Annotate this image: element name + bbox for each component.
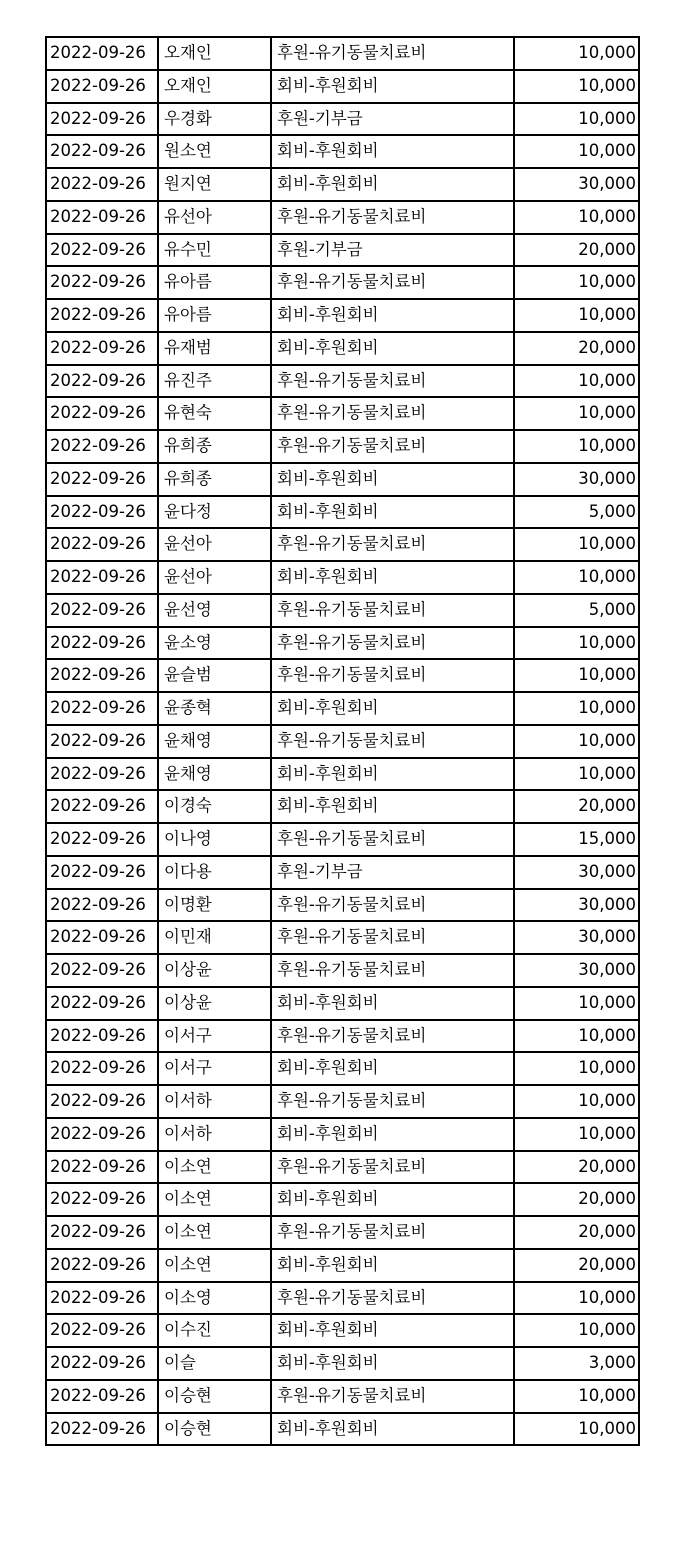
amount-cell: 10,000 — [514, 659, 639, 692]
table-row — [46, 823, 639, 856]
table-row — [46, 299, 639, 332]
category-cell: 후원-유기동물치료비 — [271, 823, 514, 856]
donor-name-cell: 이소연 — [158, 1183, 271, 1216]
date-cell: 2022-09-26 — [46, 397, 158, 430]
amount-cell: 30,000 — [514, 168, 639, 201]
amount-cell: 5,000 — [514, 594, 639, 627]
table-row — [46, 987, 639, 1020]
donor-name-cell: 이서구 — [158, 1020, 271, 1053]
category-cell: 후원-유기동물치료비 — [271, 1282, 514, 1315]
date-cell: 2022-09-26 — [46, 594, 158, 627]
donor-name-cell: 이다용 — [158, 856, 271, 889]
category-cell: 회비-후원회비 — [271, 1118, 514, 1151]
date-cell: 2022-09-26 — [46, 856, 158, 889]
table-row — [46, 1020, 639, 1053]
donor-name-cell: 유희종 — [158, 430, 271, 463]
category-cell: 후원-유기동물치료비 — [271, 627, 514, 660]
table-row — [46, 856, 639, 889]
amount-cell: 10,000 — [514, 103, 639, 136]
table-row — [46, 790, 639, 823]
date-cell: 2022-09-26 — [46, 758, 158, 791]
table-row — [46, 1118, 639, 1151]
amount-cell: 10,000 — [514, 561, 639, 594]
date-cell: 2022-09-26 — [46, 1085, 158, 1118]
amount-cell: 10,000 — [514, 70, 639, 103]
donor-name-cell: 윤슬범 — [158, 659, 271, 692]
table-row — [46, 135, 639, 168]
amount-cell: 30,000 — [514, 921, 639, 954]
table-row — [46, 1347, 639, 1380]
table-row — [46, 1216, 639, 1249]
table-row — [46, 37, 639, 70]
date-cell: 2022-09-26 — [46, 70, 158, 103]
category-cell: 회비-후원회비 — [271, 496, 514, 529]
date-cell: 2022-09-26 — [46, 463, 158, 496]
category-cell: 후원-유기동물치료비 — [271, 594, 514, 627]
donor-name-cell: 이서하 — [158, 1118, 271, 1151]
donor-name-cell: 원소연 — [158, 135, 271, 168]
category-cell: 후원-유기동물치료비 — [271, 528, 514, 561]
table-row — [46, 954, 639, 987]
category-cell: 후원-기부금 — [271, 234, 514, 267]
date-cell: 2022-09-26 — [46, 1249, 158, 1282]
table-row — [46, 921, 639, 954]
amount-cell: 10,000 — [514, 365, 639, 398]
table-row — [46, 463, 639, 496]
amount-cell: 30,000 — [514, 856, 639, 889]
donor-name-cell: 이경숙 — [158, 790, 271, 823]
category-cell: 후원-기부금 — [271, 103, 514, 136]
amount-cell: 5,000 — [514, 496, 639, 529]
category-cell: 후원-유기동물치료비 — [271, 1216, 514, 1249]
date-cell: 2022-09-26 — [46, 823, 158, 856]
donor-name-cell: 윤선영 — [158, 594, 271, 627]
amount-cell: 10,000 — [514, 37, 639, 70]
amount-cell: 20,000 — [514, 790, 639, 823]
category-cell: 후원-유기동물치료비 — [271, 1151, 514, 1184]
table-row — [46, 201, 639, 234]
amount-cell: 10,000 — [514, 692, 639, 725]
donor-name-cell: 유아름 — [158, 266, 271, 299]
amount-cell: 20,000 — [514, 1151, 639, 1184]
category-cell: 후원-유기동물치료비 — [271, 397, 514, 430]
amount-cell: 10,000 — [514, 135, 639, 168]
amount-cell: 10,000 — [514, 1020, 639, 1053]
amount-cell: 3,000 — [514, 1347, 639, 1380]
donor-name-cell: 이소연 — [158, 1151, 271, 1184]
amount-cell: 10,000 — [514, 1380, 639, 1413]
amount-cell: 10,000 — [514, 1413, 639, 1446]
donor-name-cell: 유선아 — [158, 201, 271, 234]
table-row — [46, 627, 639, 660]
amount-cell: 20,000 — [514, 332, 639, 365]
category-cell: 후원-유기동물치료비 — [271, 37, 514, 70]
donor-name-cell: 우경화 — [158, 103, 271, 136]
category-cell: 회비-후원회비 — [271, 332, 514, 365]
date-cell: 2022-09-26 — [46, 1183, 158, 1216]
category-cell: 회비-후원회비 — [271, 1314, 514, 1347]
category-cell: 후원-유기동물치료비 — [271, 659, 514, 692]
category-cell: 회비-후원회비 — [271, 135, 514, 168]
donor-name-cell: 유현숙 — [158, 397, 271, 430]
category-cell: 후원-유기동물치료비 — [271, 1020, 514, 1053]
table-row — [46, 103, 639, 136]
category-cell: 회비-후원회비 — [271, 1347, 514, 1380]
table-row — [46, 332, 639, 365]
category-cell: 후원-유기동물치료비 — [271, 921, 514, 954]
amount-cell: 10,000 — [514, 266, 639, 299]
table-row — [46, 1380, 639, 1413]
category-cell: 후원-유기동물치료비 — [271, 1085, 514, 1118]
donor-name-cell: 윤종혁 — [158, 692, 271, 725]
table-row — [46, 1085, 639, 1118]
table-row — [46, 266, 639, 299]
category-cell: 후원-유기동물치료비 — [271, 365, 514, 398]
category-cell: 후원-유기동물치료비 — [271, 430, 514, 463]
amount-cell: 20,000 — [514, 1249, 639, 1282]
amount-cell: 10,000 — [514, 299, 639, 332]
amount-cell: 10,000 — [514, 987, 639, 1020]
date-cell: 2022-09-26 — [46, 430, 158, 463]
date-cell: 2022-09-26 — [46, 1151, 158, 1184]
amount-cell: 10,000 — [514, 397, 639, 430]
donation-ledger-table — [45, 36, 640, 1446]
donor-name-cell: 오재인 — [158, 37, 271, 70]
category-cell: 후원-유기동물치료비 — [271, 889, 514, 922]
amount-cell: 30,000 — [514, 463, 639, 496]
date-cell: 2022-09-26 — [46, 266, 158, 299]
category-cell: 회비-후원회비 — [271, 1052, 514, 1085]
donor-name-cell: 윤선아 — [158, 561, 271, 594]
date-cell: 2022-09-26 — [46, 1118, 158, 1151]
donor-name-cell: 이상윤 — [158, 987, 271, 1020]
donor-name-cell: 유희종 — [158, 463, 271, 496]
date-cell: 2022-09-26 — [46, 954, 158, 987]
date-cell: 2022-09-26 — [46, 234, 158, 267]
table-row — [46, 1151, 639, 1184]
date-cell: 2022-09-26 — [46, 561, 158, 594]
table-row — [46, 430, 639, 463]
donor-name-cell: 유재범 — [158, 332, 271, 365]
table-row — [46, 1052, 639, 1085]
date-cell: 2022-09-26 — [46, 889, 158, 922]
table-row — [46, 659, 639, 692]
amount-cell: 10,000 — [514, 430, 639, 463]
date-cell: 2022-09-26 — [46, 1052, 158, 1085]
donor-name-cell: 이소영 — [158, 1282, 271, 1315]
date-cell: 2022-09-26 — [46, 725, 158, 758]
date-cell: 2022-09-26 — [46, 135, 158, 168]
donor-name-cell: 이민재 — [158, 921, 271, 954]
category-cell: 회비-후원회비 — [271, 1183, 514, 1216]
donor-name-cell: 윤소영 — [158, 627, 271, 660]
category-cell: 회비-후원회비 — [271, 692, 514, 725]
donor-name-cell: 오재인 — [158, 70, 271, 103]
donor-name-cell: 원지연 — [158, 168, 271, 201]
category-cell: 회비-후원회비 — [271, 758, 514, 791]
table-row — [46, 1314, 639, 1347]
donor-name-cell: 유수민 — [158, 234, 271, 267]
table-row — [46, 692, 639, 725]
donor-name-cell: 윤채영 — [158, 758, 271, 791]
table-row — [46, 365, 639, 398]
amount-cell: 30,000 — [514, 954, 639, 987]
amount-cell: 10,000 — [514, 725, 639, 758]
category-cell: 후원-유기동물치료비 — [271, 266, 514, 299]
date-cell: 2022-09-26 — [46, 528, 158, 561]
donor-name-cell: 이명환 — [158, 889, 271, 922]
table-row — [46, 1183, 639, 1216]
amount-cell: 20,000 — [514, 234, 639, 267]
donor-name-cell: 이소연 — [158, 1216, 271, 1249]
category-cell: 회비-후원회비 — [271, 987, 514, 1020]
category-cell: 후원-유기동물치료비 — [271, 725, 514, 758]
date-cell: 2022-09-26 — [46, 201, 158, 234]
category-cell: 회비-후원회비 — [271, 70, 514, 103]
date-cell: 2022-09-26 — [46, 1347, 158, 1380]
amount-cell: 10,000 — [514, 1052, 639, 1085]
amount-cell: 10,000 — [514, 758, 639, 791]
category-cell: 회비-후원회비 — [271, 1249, 514, 1282]
date-cell: 2022-09-26 — [46, 659, 158, 692]
donor-name-cell: 이소연 — [158, 1249, 271, 1282]
table-row — [46, 234, 639, 267]
category-cell: 후원-유기동물치료비 — [271, 954, 514, 987]
donor-name-cell: 이수진 — [158, 1314, 271, 1347]
donor-name-cell: 이승현 — [158, 1413, 271, 1446]
category-cell: 회비-후원회비 — [271, 168, 514, 201]
table-row — [46, 397, 639, 430]
donor-name-cell: 이서구 — [158, 1052, 271, 1085]
amount-cell: 10,000 — [514, 1282, 639, 1315]
table-row — [46, 1413, 639, 1446]
table-row — [46, 594, 639, 627]
table-row — [46, 528, 639, 561]
ledger-body — [46, 37, 639, 1445]
date-cell: 2022-09-26 — [46, 365, 158, 398]
donor-name-cell: 이상윤 — [158, 954, 271, 987]
table-row — [46, 561, 639, 594]
date-cell: 2022-09-26 — [46, 1314, 158, 1347]
date-cell: 2022-09-26 — [46, 103, 158, 136]
amount-cell: 10,000 — [514, 1085, 639, 1118]
date-cell: 2022-09-26 — [46, 1413, 158, 1446]
date-cell: 2022-09-26 — [46, 921, 158, 954]
donor-name-cell: 이나영 — [158, 823, 271, 856]
table-row — [46, 168, 639, 201]
date-cell: 2022-09-26 — [46, 692, 158, 725]
amount-cell: 10,000 — [514, 1118, 639, 1151]
date-cell: 2022-09-26 — [46, 1020, 158, 1053]
table-row — [46, 758, 639, 791]
table-row — [46, 70, 639, 103]
table-row — [46, 889, 639, 922]
amount-cell: 20,000 — [514, 1216, 639, 1249]
amount-cell: 30,000 — [514, 889, 639, 922]
date-cell: 2022-09-26 — [46, 1380, 158, 1413]
category-cell: 회비-후원회비 — [271, 463, 514, 496]
amount-cell: 20,000 — [514, 1183, 639, 1216]
donor-name-cell: 유진주 — [158, 365, 271, 398]
table-row — [46, 1282, 639, 1315]
donor-name-cell: 이서하 — [158, 1085, 271, 1118]
amount-cell: 15,000 — [514, 823, 639, 856]
date-cell: 2022-09-26 — [46, 299, 158, 332]
category-cell: 후원-유기동물치료비 — [271, 1380, 514, 1413]
date-cell: 2022-09-26 — [46, 168, 158, 201]
table-row — [46, 1249, 639, 1282]
category-cell: 회비-후원회비 — [271, 790, 514, 823]
date-cell: 2022-09-26 — [46, 1282, 158, 1315]
category-cell: 후원-기부금 — [271, 856, 514, 889]
date-cell: 2022-09-26 — [46, 627, 158, 660]
date-cell: 2022-09-26 — [46, 496, 158, 529]
category-cell: 회비-후원회비 — [271, 561, 514, 594]
date-cell: 2022-09-26 — [46, 1216, 158, 1249]
donor-name-cell: 윤선아 — [158, 528, 271, 561]
donor-name-cell: 유아름 — [158, 299, 271, 332]
donor-name-cell: 윤채영 — [158, 725, 271, 758]
date-cell: 2022-09-26 — [46, 332, 158, 365]
amount-cell: 10,000 — [514, 627, 639, 660]
donor-name-cell: 이슬 — [158, 1347, 271, 1380]
amount-cell: 10,000 — [514, 201, 639, 234]
amount-cell: 10,000 — [514, 528, 639, 561]
donor-name-cell: 이승현 — [158, 1380, 271, 1413]
date-cell: 2022-09-26 — [46, 37, 158, 70]
donor-name-cell: 윤다정 — [158, 496, 271, 529]
category-cell: 후원-유기동물치료비 — [271, 201, 514, 234]
date-cell: 2022-09-26 — [46, 790, 158, 823]
amount-cell: 10,000 — [514, 1314, 639, 1347]
table-row — [46, 496, 639, 529]
date-cell: 2022-09-26 — [46, 987, 158, 1020]
category-cell: 회비-후원회비 — [271, 1413, 514, 1446]
category-cell: 회비-후원회비 — [271, 299, 514, 332]
table-row — [46, 725, 639, 758]
